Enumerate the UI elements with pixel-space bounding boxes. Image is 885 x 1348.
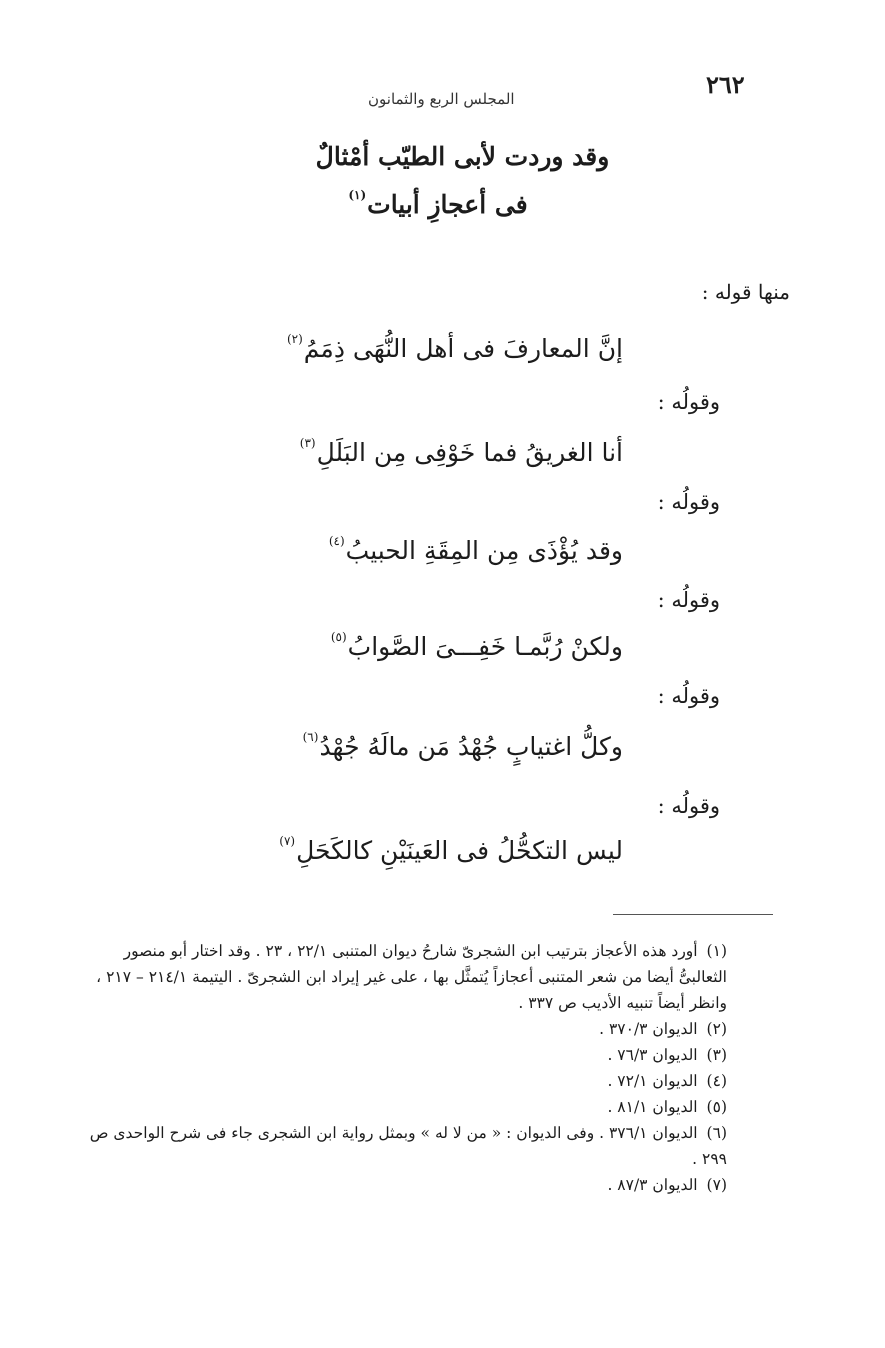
section-title-line1: وقد وردت لأبى الطيّب أمْثالٌ	[315, 142, 610, 171]
footnote-number: (٥)	[706, 1098, 727, 1116]
footnote-number: (٤)	[706, 1072, 727, 1090]
footnote-number: (٦)	[706, 1124, 727, 1142]
footnote-text: الديوان ٨١/١ .	[607, 1098, 698, 1116]
footnote-marker: (٥)	[330, 630, 347, 644]
verse-text: ولكنْ رُبَّمـا خَفِـــىَ الصَّوابُ	[347, 632, 623, 661]
verse-line	[299, 438, 623, 467]
footnote	[82, 1094, 782, 1120]
footnote-marker: (١)	[348, 188, 367, 202]
verse-intro-label: وقولُه :	[657, 490, 720, 514]
verse-text: ليس التكحُّلُ فى العَينَيْنِ كالكَحَلِ	[296, 836, 623, 865]
footnotes	[82, 938, 782, 1198]
footnote	[82, 1120, 782, 1172]
verse-intro-label: وقولُه :	[657, 684, 720, 708]
footnote	[82, 1068, 782, 1094]
footnote-divider	[613, 914, 773, 915]
footnote-number: (٣)	[706, 1046, 727, 1064]
verse-line	[278, 836, 623, 865]
footnote-text: الديوان ٣٧٠/٣ .	[599, 1020, 698, 1038]
footnote-marker: (٧)	[279, 834, 296, 848]
verse-text: إنَّ المعارفَ فى أهل النُّهَى ذِمَمُ	[303, 334, 623, 363]
footnote-marker: (٣)	[299, 436, 316, 450]
footnote	[82, 938, 782, 1016]
footnote-marker: (٦)	[302, 730, 319, 744]
verse-line	[286, 334, 623, 363]
footnote-text: الديوان ٨٧/٣ .	[607, 1176, 698, 1194]
footnote	[82, 1016, 782, 1042]
section-title-text: فى أعجازِ أبيات	[367, 190, 528, 219]
verse-line	[328, 536, 623, 565]
footnote-text: الديوان ٧٦/٣ .	[607, 1046, 698, 1064]
footnote-number: (٧)	[706, 1176, 727, 1194]
footnote-number: (٢)	[706, 1020, 727, 1038]
verse-text: أنا الغريقُ فما خَوْفِى مِن البَلَلِ	[316, 438, 623, 467]
verse-text: وكلُّ اغتيابٍ جُهْدُ مَن مالَهُ جُهْدُ	[319, 732, 623, 761]
footnote-marker: (٤)	[328, 534, 345, 548]
verse-line	[330, 632, 623, 661]
footnote-number: (١)	[706, 942, 727, 960]
verse-line	[302, 732, 623, 761]
section-title-line2	[0, 190, 880, 219]
verse-text: وقد يُؤْذَى مِن المِقَةِ الحبيبُ	[345, 536, 623, 565]
verse-intro-label: وقولُه :	[657, 794, 720, 818]
verse-intro-label: وقولُه :	[657, 390, 720, 414]
footnote-text: الديوان ٣٧٦/١ . وفى الديوان : « من لا له » وبمثل رواية ابن الشجرى جاء فى شرح الواحدى ص ٢٩٩ .	[89, 1124, 727, 1168]
footnote-text: أورد هذه الأعجاز بترتيب ابن الشجرىّ شارحُ ديوان المتنبى ٢٢/١ ، ٢٣ . وقد اختار أبو منصور الثعالبىُّ أيضا من شعر المتنبى أعجازاً يُتمثَّل بها ، على غير إيراد ابن الشجرىّ . اليتيمة ٢١٤/١ – ٢١٧ ، وانظر أيضاً تنبيه الأديب ص ٣٣٧ .	[96, 942, 727, 1012]
footnote-text: الديوان ٧٢/١ .	[607, 1072, 698, 1090]
running-title: المجلس الربع والثمانون	[368, 90, 515, 108]
footnote	[82, 1172, 782, 1198]
page-number: ٢٦٢	[706, 70, 745, 99]
footnote	[82, 1042, 782, 1068]
footnote-marker: (٢)	[286, 332, 303, 346]
intro-text: منها قوله :	[701, 280, 790, 304]
verse-intro-label: وقولُه :	[657, 588, 720, 612]
